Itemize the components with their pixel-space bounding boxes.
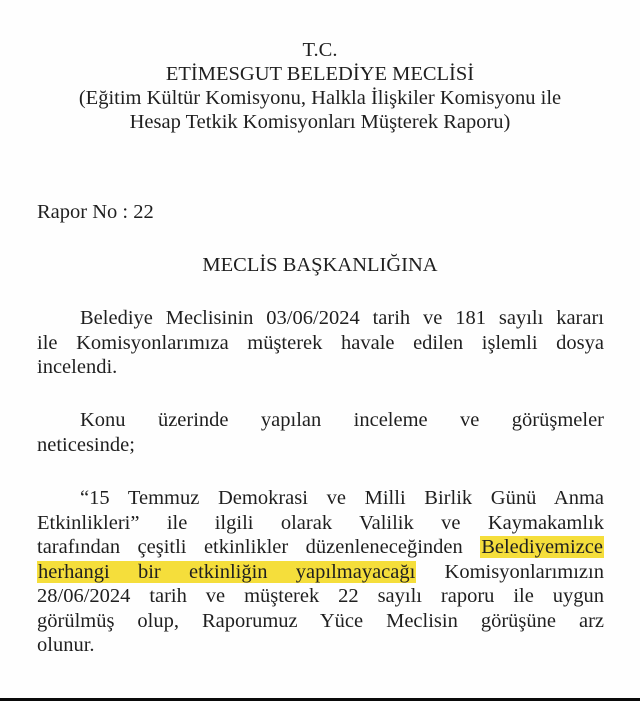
header-committees-line2: Hesap Tetkik Komisyonları Müşterek Raporu): [129, 111, 511, 133]
paragraph-line: 28/06/2024 tarih ve müşterek 22 sayılı raporu ile uygun: [37, 585, 604, 607]
paragraph-decision: [37, 486, 604, 658]
highlighted-text: Belediyemizce: [481, 536, 603, 558]
highlighted-text: herhangi bir etkinliğin yapılmayacağı: [38, 560, 416, 583]
header-council-name: ETİMESGUT BELEDİYE MECLİSİ: [165, 63, 475, 85]
header-tc: T.C.: [302, 39, 338, 61]
paragraph-review: [37, 408, 604, 457]
paragraph-line: incelendi.: [37, 356, 118, 378]
paragraph-line: Konu üzerinde yapılan inceleme ve görüşmeler: [80, 409, 604, 431]
paragraph-referral: [37, 306, 604, 380]
paragraph-line: olunur.: [37, 634, 95, 656]
paragraph-line: neticesinde;: [37, 433, 135, 456]
paragraph-text: tarafından çeşitli etkinlikler düzenleneceğinden: [37, 536, 481, 558]
report-number: Rapor No : 22: [37, 201, 154, 223]
paragraph-line: Belediye Meclisinin 03/06/2024 tarih ve 181 sayılı kararı: [80, 307, 604, 329]
paragraph-line: “15 Temmuz Demokrasi ve Milli Birlik Günü Anma: [80, 487, 604, 509]
paragraph-line: Etkinlikleri” ile ilgili olarak Valilik ve Kaymakamlık: [37, 511, 604, 534]
paragraph-text: Komisyonlarımızın: [416, 560, 604, 583]
paragraph-line: [37, 535, 604, 560]
addressee-heading: MECLİS BAŞKANLIĞINA: [202, 254, 438, 276]
header-committees-line1: (Eğitim Kültür Komisyonu, Halkla İlişkiler Komisyonu ile: [78, 87, 562, 109]
document-header: [0, 38, 640, 134]
paragraph-line: görülmüş olup, Raporumuz Yüce Meclisin görüşüne arz: [37, 609, 604, 632]
paragraph-line: [37, 560, 604, 585]
paragraph-line: ile Komisyonlarımıza müşterek havale edilen işlemli dosya: [37, 331, 604, 354]
